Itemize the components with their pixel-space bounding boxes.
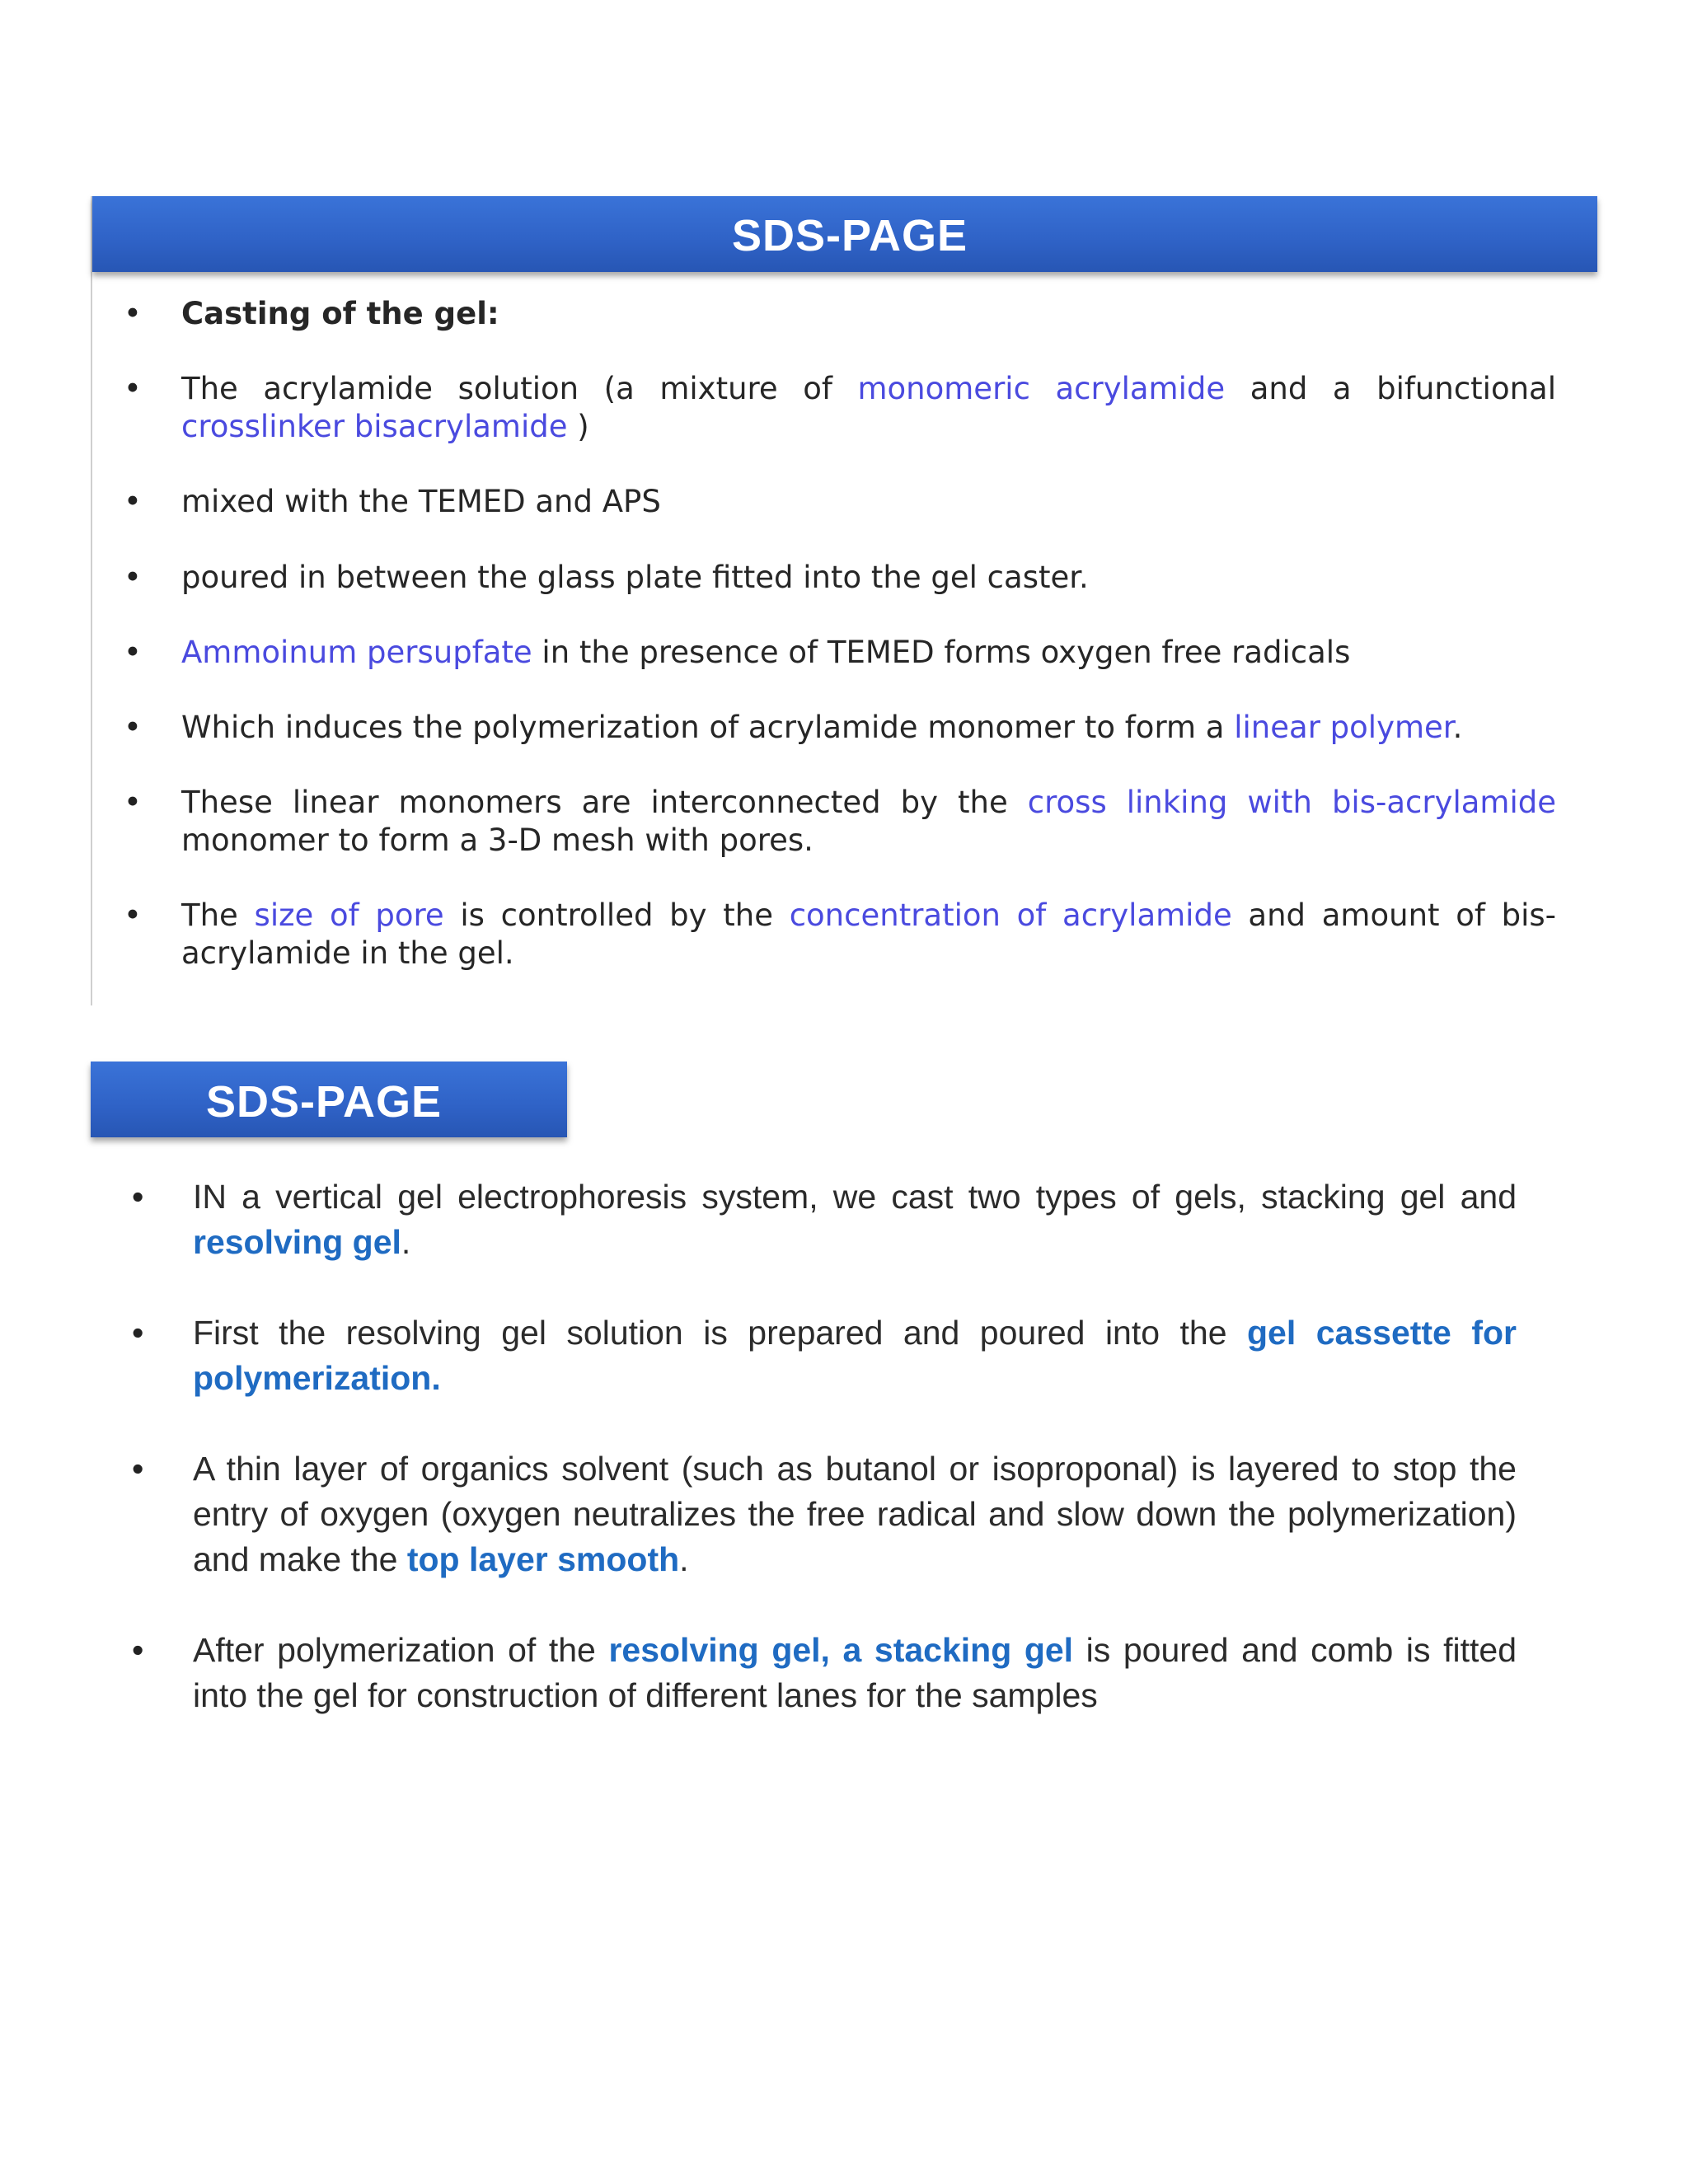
bullet-icon: •	[132, 1450, 144, 1488]
bullet-text: Which induces the polymerization of acrylamide monomer to form a linear polymer.	[181, 710, 1463, 745]
highlight-term: size of pore	[254, 898, 444, 933]
highlight-term: concentration of acrylamide	[789, 898, 1232, 933]
bullet-icon: •	[124, 560, 142, 595]
bullet-icon: •	[124, 296, 142, 331]
highlight-term: linear polymer	[1234, 710, 1453, 745]
bullet-item	[124, 295, 1556, 333]
bullet-text: These linear monomers are interconnected by the cross linking with bis-acrylamide monomer to form a 3-D mesh with pores.	[181, 785, 1556, 858]
slide-title: SDS-PAGE	[731, 211, 968, 260]
bullet-icon: •	[124, 898, 142, 933]
bullet-text: First the resolving gel solution is prepared and poured into the gel cassette for polymerization.	[193, 1314, 1517, 1397]
bullet-icon: •	[132, 1178, 144, 1216]
bullet-icon: •	[124, 710, 142, 745]
bullet-item	[124, 709, 1556, 747]
highlight-term: gel cassette for polymerization.	[193, 1314, 1517, 1397]
bullet-item	[132, 1446, 1517, 1582]
bullet-item	[132, 1310, 1517, 1401]
slide-title: SDS-PAGE	[206, 1077, 443, 1127]
bullet-icon: •	[132, 1631, 144, 1669]
bullet-item	[124, 483, 1556, 521]
highlight-term: crosslinker bisacrylamide	[181, 409, 568, 444]
bullet-text: After polymerization of the resolving gel, a stacking gel is poured and comb is fitted into the gel for construction of different lanes for the samples	[193, 1631, 1517, 1714]
bullet-text: IN a vertical gel electrophoresis system, we cast two types of gels, stacking gel and resolving gel.	[193, 1178, 1517, 1261]
bullet-item	[132, 1174, 1517, 1265]
slide-casting-gel	[91, 196, 1597, 1005]
highlight-term: cross linking with bis-acrylamide	[1027, 785, 1556, 820]
bullet-item	[124, 559, 1556, 597]
title-banner	[92, 196, 1597, 272]
bullet-text: mixed with the TEMED and APS	[181, 484, 661, 519]
bullet-text: Ammoinum persupfate in the presence of TEMED forms oxygen free radicals	[181, 635, 1351, 670]
bullet-text: poured in between the glass plate fitted into the gel caster.	[181, 560, 1089, 595]
highlight-term: Ammoinum persupfate	[181, 635, 532, 670]
highlight-term: resolving gel, a stacking gel	[608, 1631, 1074, 1669]
bullet-icon: •	[124, 635, 142, 670]
highlight-term: resolving gel	[193, 1223, 401, 1261]
bullet-text: The size of pore is controlled by the concentration of acrylamide and amount of bis-acrylamide in the gel.	[181, 898, 1557, 971]
bullet-icon: •	[124, 371, 142, 406]
bullet-heading: Casting of the gel:	[181, 296, 499, 331]
bullet-item	[124, 370, 1556, 446]
highlight-term: monomeric acrylamide	[857, 371, 1226, 406]
bullet-text: A thin layer of organics solvent (such as butanol or isoproponal) is layered to stop the entry of oxygen (oxygen neutralizes the free radical and slow down the polymerization) and make the top layer smooth.	[193, 1450, 1517, 1578]
bullet-item	[124, 897, 1557, 972]
bullet-icon: •	[124, 484, 142, 519]
bullet-icon: •	[132, 1314, 144, 1352]
bullet-item	[124, 784, 1556, 860]
bullet-text: The acrylamide solution (a mixture of monomeric acrylamide and a bifunctional crosslinker bisacrylamide )	[181, 371, 1556, 444]
bullet-item	[124, 634, 1556, 672]
bullet-icon: •	[124, 785, 142, 820]
highlight-term: top layer smooth	[406, 1540, 680, 1578]
bullet-item	[132, 1628, 1517, 1718]
title-banner	[91, 1062, 567, 1137]
